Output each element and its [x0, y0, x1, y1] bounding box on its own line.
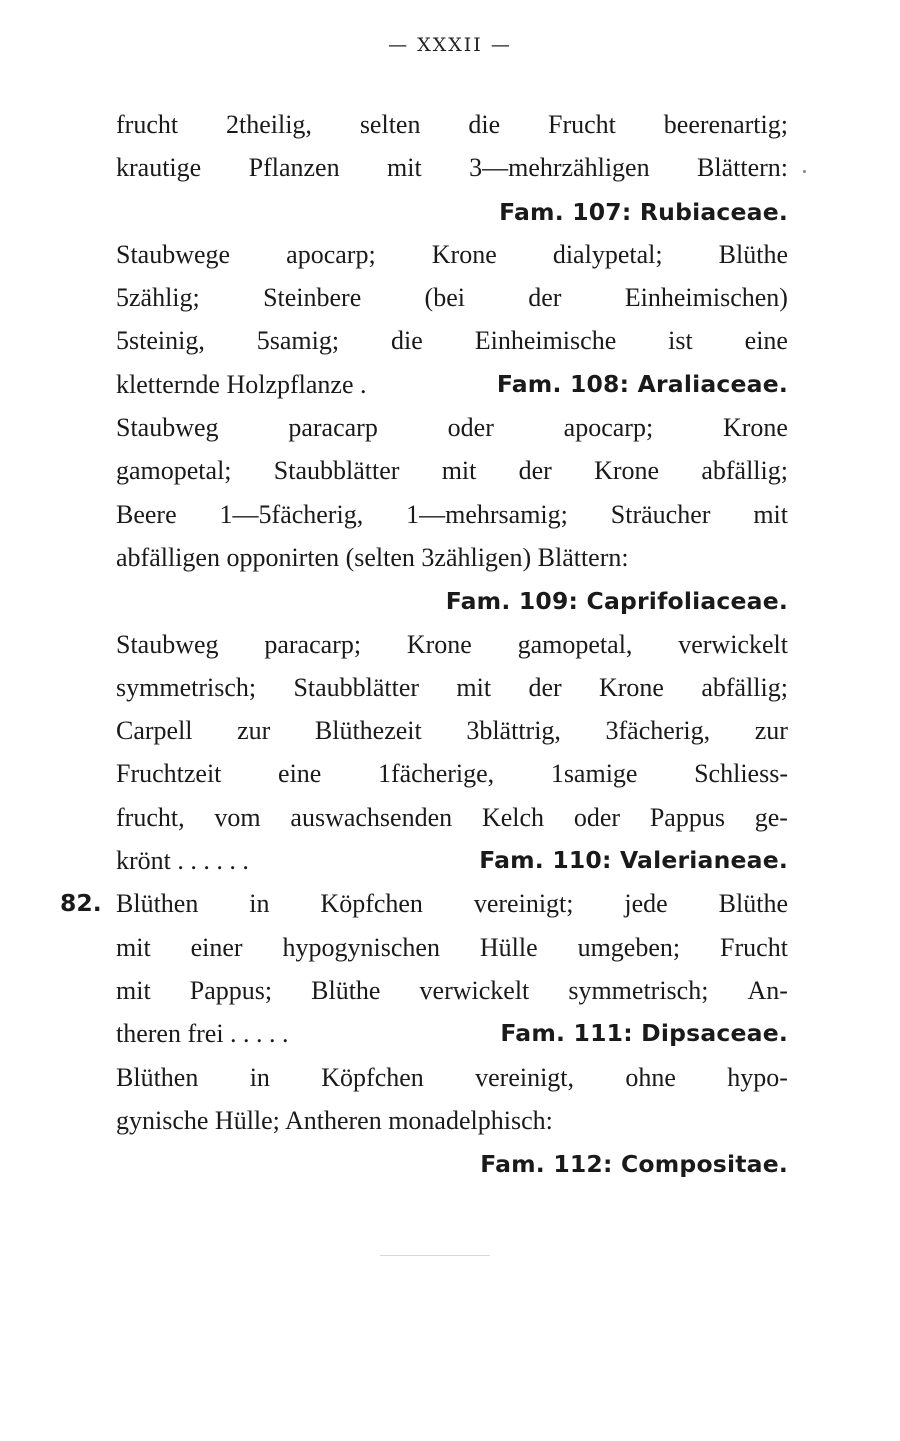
word: 1—5fächerig, [219, 499, 364, 529]
word: ge- [754, 802, 788, 832]
text-line [116, 1099, 788, 1142]
end-rule [380, 1255, 490, 1256]
word: Einheimische [474, 326, 617, 356]
word: oder [573, 802, 621, 832]
word: verwickelt [678, 629, 788, 659]
section-number: 82. [60, 889, 102, 918]
word: Einheimischen) [624, 283, 788, 313]
text-line [116, 103, 788, 146]
word: mit [753, 499, 788, 529]
word: der [518, 456, 552, 486]
word: Frucht [720, 932, 788, 962]
text-line [116, 1012, 788, 1055]
family-name: Fam. 112: Compositae. [480, 1150, 788, 1179]
word: mit [441, 456, 477, 486]
word: 2theilig, [225, 110, 312, 139]
word: Köpfchen [321, 1062, 424, 1092]
ink-speck [803, 170, 806, 173]
text-line [116, 1056, 788, 1099]
text-line [116, 363, 788, 406]
word: symmetrisch; [116, 672, 257, 702]
word: Pflanzen [248, 153, 340, 183]
word: 5steinig, [116, 326, 205, 356]
word: Köpfchen [320, 889, 423, 919]
word: beerenartig; [663, 110, 788, 139]
word: Pappus [649, 802, 725, 832]
word: in [249, 1062, 270, 1092]
word: die [468, 110, 501, 139]
word: die [391, 326, 423, 356]
word: Krone [594, 456, 660, 486]
word: hypogynischen [282, 932, 440, 962]
family-name: Fam. 109: Caprifoliaceae. [445, 587, 788, 616]
text-line [116, 969, 788, 1012]
word: eine [278, 759, 322, 789]
word: Staubweg [116, 413, 219, 443]
word: der [528, 283, 562, 313]
word: in [249, 889, 270, 919]
text-line [116, 926, 788, 969]
line-text: abfälligen opponirten (selten 3zähligen) Blättern: [116, 542, 629, 572]
word: Staubwege [116, 239, 231, 269]
word: Fruchtzeit [116, 759, 222, 789]
word: zur [754, 716, 788, 746]
text-line [116, 752, 788, 795]
word: 3fächerig, [605, 716, 711, 746]
word: Schliess- [694, 759, 788, 789]
family-line [116, 579, 788, 622]
word: paracarp; [264, 629, 362, 659]
text-line [116, 449, 788, 492]
word: oder [447, 413, 494, 443]
line-text: krönt . . . . . . [116, 846, 249, 876]
word: Krone [723, 413, 788, 443]
word: mit [116, 975, 151, 1005]
word: (bei [424, 283, 465, 313]
text-line [116, 839, 788, 882]
word: apocarp; [286, 239, 376, 269]
text-line [116, 319, 788, 362]
page-body [60, 103, 788, 1185]
word: Staubblätter [293, 672, 420, 702]
word: mit [116, 932, 151, 962]
text-line [116, 796, 788, 839]
family-name: Fam. 111: Dipsaceae. [500, 1019, 788, 1048]
word: Frucht [548, 110, 616, 139]
word: apocarp; [563, 413, 654, 443]
word: Blättern: [697, 153, 788, 183]
word: umgeben; [577, 932, 681, 962]
word: An- [747, 975, 788, 1005]
family-line [116, 190, 788, 233]
page-number: — XXXII — [388, 34, 512, 56]
word: 3—mehrzähligen [469, 153, 650, 183]
word: symmetrisch; [568, 975, 709, 1005]
text-line [116, 666, 788, 709]
text-line [116, 536, 788, 579]
word: 5samig; [256, 326, 340, 356]
word: Pappus; [189, 975, 273, 1005]
word: krautige [116, 153, 202, 183]
word: vereinigt; [473, 889, 574, 919]
word: Sträucher [610, 499, 711, 529]
word: der [528, 672, 562, 702]
word: Staubweg [116, 629, 219, 659]
word: einer [190, 932, 243, 962]
word: Steinbere [263, 283, 362, 313]
word: eine [744, 326, 788, 356]
word: abfällig; [701, 672, 788, 702]
text-line [116, 623, 788, 666]
word: selten [359, 110, 421, 139]
word: abfällig; [701, 456, 788, 486]
word: Blüthezeit [314, 716, 422, 746]
family-name: Fam. 110: Valerianeae. [479, 846, 788, 875]
text-line [116, 709, 788, 752]
word: Krone [406, 629, 472, 659]
word: Krone [598, 672, 664, 702]
word: Staubblätter [273, 456, 400, 486]
word: Blüthen [116, 1062, 199, 1092]
word: gamopetal; [116, 456, 232, 486]
word: Krone [431, 239, 497, 269]
line-text: kletternde Holzpflanze . [116, 369, 367, 399]
word: 1samige [550, 759, 638, 789]
word: 1fächerige, [377, 759, 495, 789]
word: 1—mehrsamig; [406, 499, 568, 529]
word: ohne [625, 1062, 676, 1092]
word: frucht [116, 110, 179, 139]
text-line [116, 146, 788, 189]
word: mit [456, 672, 492, 702]
text-line [116, 233, 788, 276]
word: Hülle [479, 932, 538, 962]
text-line [116, 406, 788, 449]
word: Kelch [481, 802, 545, 832]
family-name: Fam. 108: Araliaceae. [496, 369, 788, 398]
word: hypo- [727, 1062, 788, 1092]
text-line [116, 493, 788, 536]
word: Blüthe [311, 975, 381, 1005]
word: vom [214, 802, 261, 832]
word: paracarp [288, 413, 378, 443]
text-line [116, 276, 788, 319]
word: 3blättrig, [466, 716, 561, 746]
word: frucht, [116, 802, 185, 832]
family-name: Fam. 107: Rubiaceae. [499, 197, 788, 226]
word: zur [237, 716, 271, 746]
word: Blüthen [116, 889, 199, 919]
line-text: theren frei . . . . . [116, 1019, 289, 1049]
word: jede [624, 889, 668, 919]
text-line [60, 882, 788, 925]
word: vereinigt, [475, 1062, 575, 1092]
word: Carpell [116, 716, 193, 746]
word: ist [668, 326, 693, 356]
word: verwickelt [419, 975, 530, 1005]
word: gamopetal, [517, 629, 633, 659]
word: dialypetal; [552, 239, 663, 269]
word: mit [387, 153, 422, 183]
word: 5zählig; [116, 283, 200, 313]
word: auswachsenden [290, 802, 453, 832]
line-text: gynische Hülle; Antheren monadelphisch: [116, 1105, 553, 1135]
word: Beere [116, 499, 177, 529]
word: Blüthe [718, 889, 788, 919]
word: Blüthe [718, 239, 788, 269]
family-line [116, 1142, 788, 1185]
